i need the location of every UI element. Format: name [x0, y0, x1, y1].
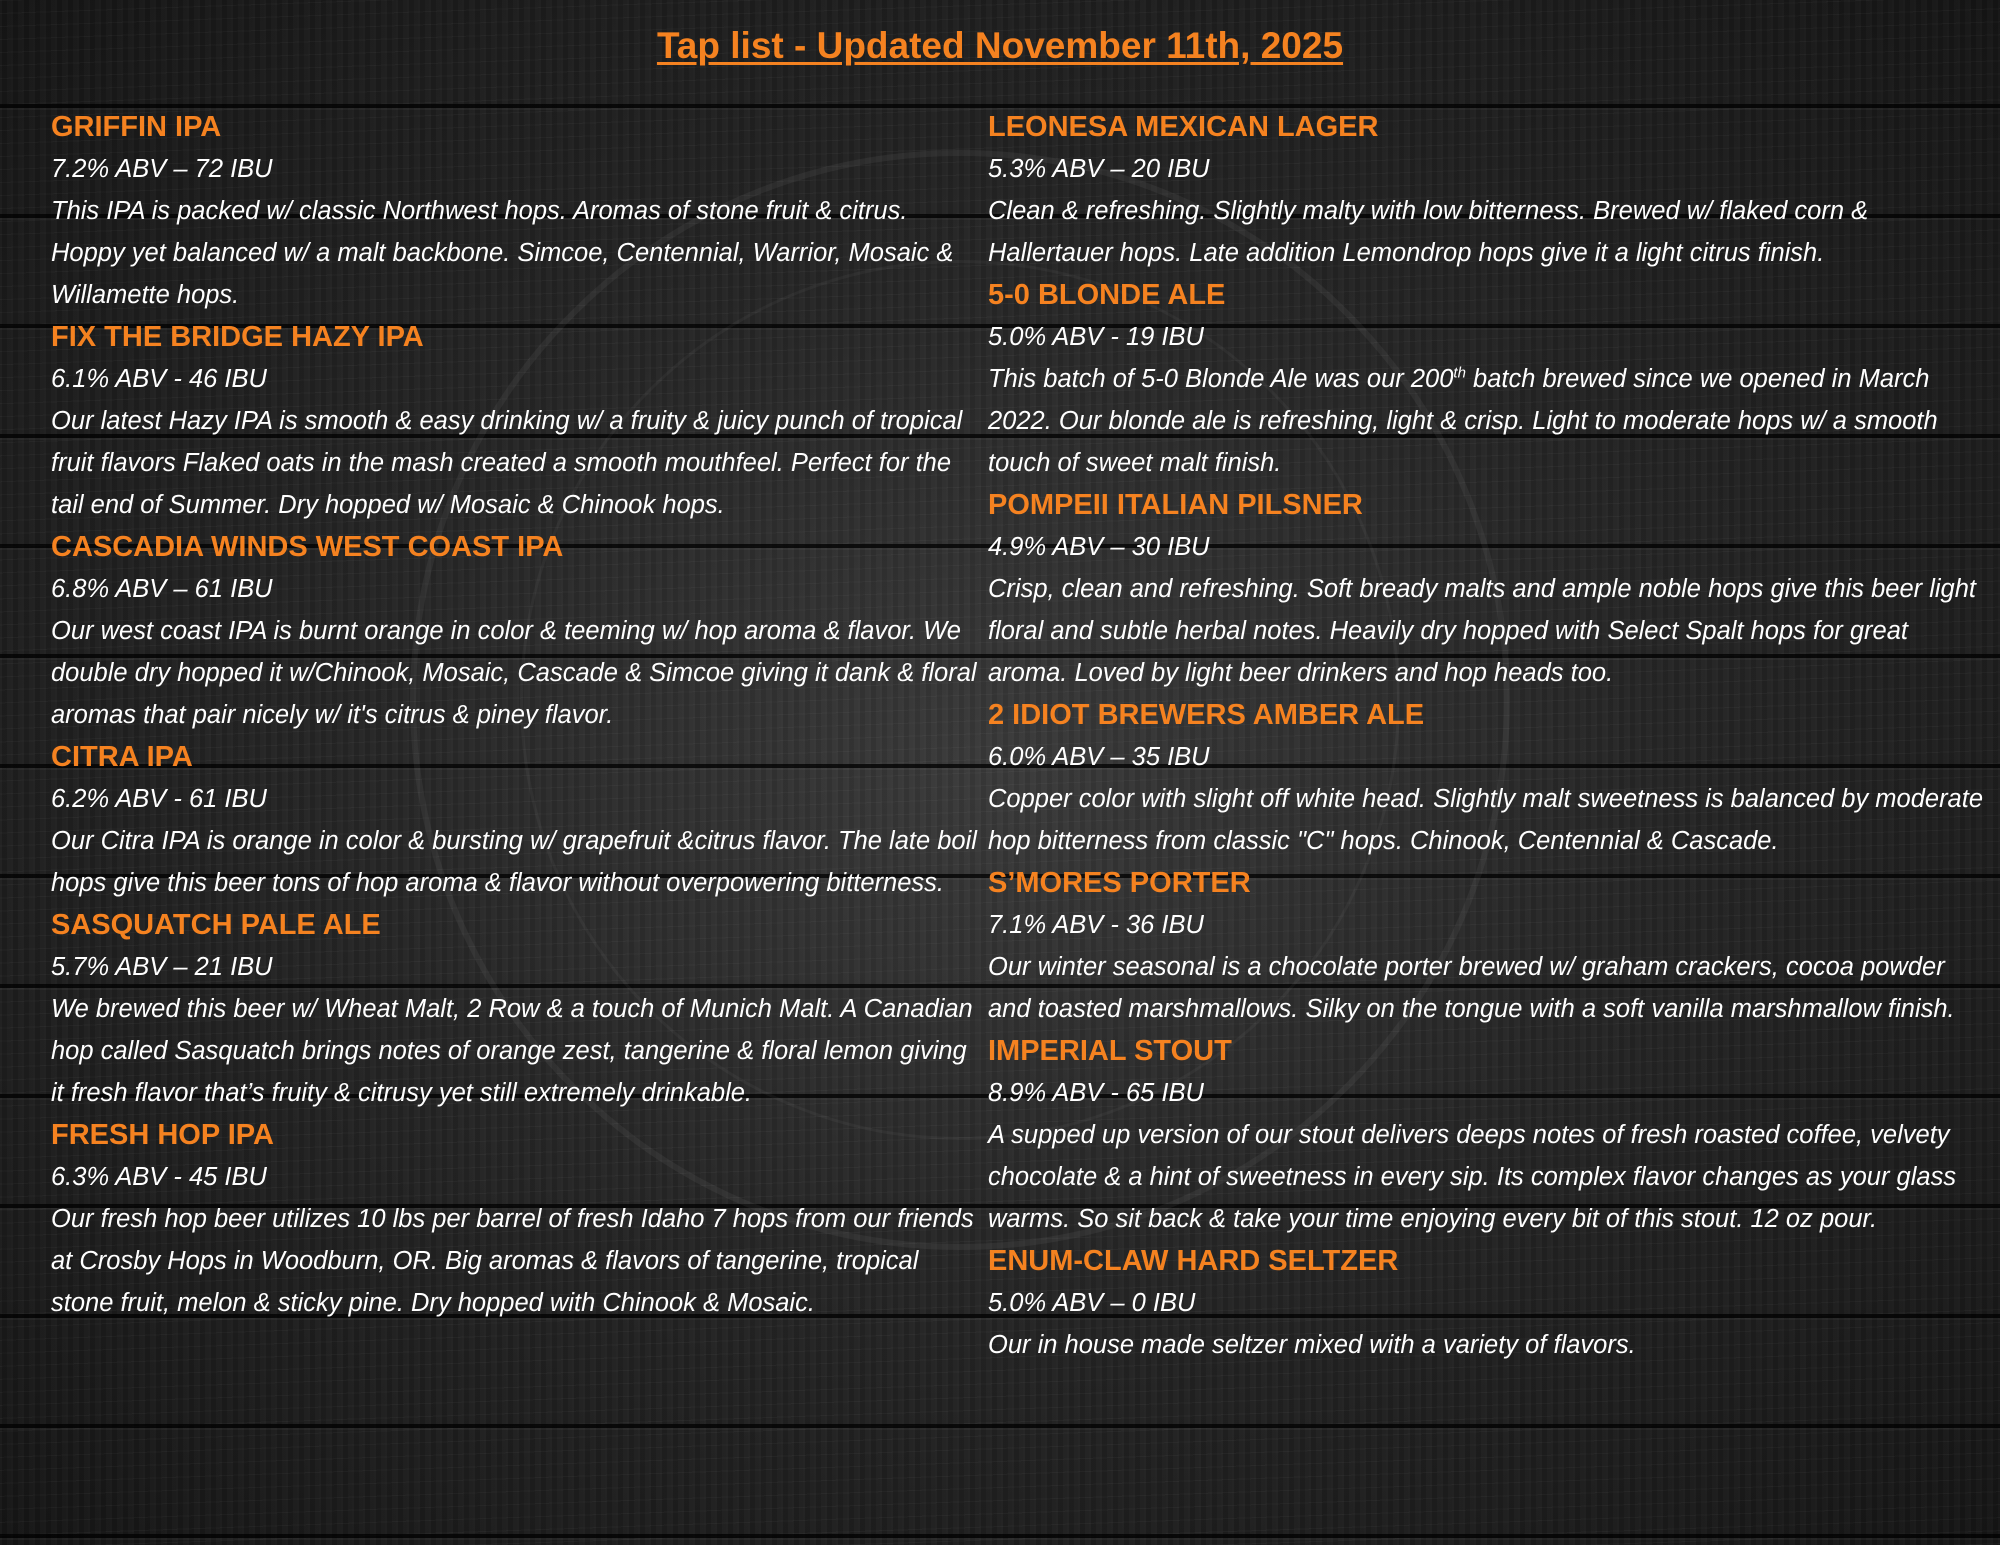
beer-entry: [51, 904, 981, 1114]
beer-stats: 6.8% ABV – 61 IBU: [51, 575, 273, 603]
beer-name: LEONESA MEXICAN LAGER: [988, 111, 1379, 143]
beer-entry: [51, 1114, 981, 1324]
beer-name: 5-0 BLONDE ALE: [988, 279, 1226, 311]
beer-stats: 6.2% ABV - 61 IBU: [51, 785, 267, 813]
beer-stats: 5.0% ABV – 0 IBU: [988, 1289, 1196, 1317]
beer-name: IMPERIAL STOUT: [988, 1035, 1232, 1067]
beer-stats: 7.2% ABV – 72 IBU: [51, 155, 273, 183]
ordinal-suffix: th: [1453, 364, 1466, 382]
beer-stats: 6.1% ABV - 46 IBU: [51, 365, 267, 393]
beer-name: SASQUATCH PALE ALE: [51, 909, 381, 941]
beer-entry: [988, 862, 1988, 1030]
beer-description: Our Citra IPA is orange in color & bursting w/ grapefruit &citrus flavor. The late boil hops give this beer tons of hop aroma & flavor without overpowering bitterness.: [51, 827, 977, 897]
beer-description: [988, 358, 1988, 484]
beer-name: CASCADIA WINDS WEST COAST IPA: [51, 531, 564, 563]
beer-description: Our winter seasonal is a chocolate porter brewed w/ graham crackers, cocoa powder and toasted marshmallows. Silky on the tongue with a soft vanilla marshmallow finish.: [988, 953, 1955, 1023]
beer-description: Our latest Hazy IPA is smooth & easy drinking w/ a fruity & juicy punch of tropical fruit flavors Flaked oats in the mash created a smooth mouthfeel. Perfect for the tail end of Summer. Dry hopped w/ Mosaic & Chinook hops.: [51, 407, 963, 519]
beer-stats: 5.3% ABV – 20 IBU: [988, 155, 1210, 183]
beer-entry: [988, 106, 1988, 274]
beer-description: Clean & refreshing. Slightly malty with low bitterness. Brewed w/ flaked corn & Hallertauer hops. Late addition Lemondrop hops give it a light citrus finish.: [988, 197, 1869, 267]
beer-description: Copper color with slight off white head. Slightly malt sweetness is balanced by moderate hop bitterness from classic "C" hops. Chinook, Centennial & Cascade.: [988, 785, 1984, 855]
beer-entry: [988, 1030, 1988, 1240]
beer-description-start: This batch of 5-0 Blonde Ale was our 200: [988, 365, 1454, 393]
beer-stats: 5.7% ABV – 21 IBU: [51, 953, 273, 981]
beer-description: Crisp, clean and refreshing. Soft bready malts and ample noble hops give this beer light floral and subtle herbal notes. Heavily dry hopped with Select Spalt hops for great aroma. Loved by light beer drinkers and hop heads too.: [988, 575, 1976, 687]
beer-description: Our west coast IPA is burnt orange in color & teeming w/ hop aroma & flavor. We double dry hopped it w/Chinook, Mosaic, Cascade & Simcoe giving it dank & floral aromas that pair nicely w/ it's citrus & piney flavor.: [51, 617, 977, 729]
beer-description: This IPA is packed w/ classic Northwest hops. Aromas of stone fruit & citrus. Hoppy yet balanced w/ a malt backbone. Simcoe, Centennial, Warrior, Mosaic & Willamette hops.: [51, 197, 954, 309]
beer-description: Our fresh hop beer utilizes 10 lbs per barrel of fresh Idaho 7 hops from our friends at Crosby Hops in Woodburn, OR. Big aromas & flavors of tangerine, tropical stone fruit, melon & sticky pine. Dry hopped with Chinook & Mosaic.: [51, 1205, 974, 1317]
beer-stats: 7.1% ABV - 36 IBU: [988, 911, 1204, 939]
right-column: [988, 106, 1988, 1366]
beer-name: GRIFFIN IPA: [51, 111, 222, 143]
beer-entry: [988, 1240, 1988, 1366]
beer-entry: [51, 736, 981, 904]
beer-name: 2 IDIOT BREWERS AMBER ALE: [988, 699, 1425, 731]
beer-stats: 4.9% ABV – 30 IBU: [988, 533, 1210, 561]
beer-entry: [51, 526, 981, 736]
beer-name: FIX THE BRIDGE HAZY IPA: [51, 321, 424, 353]
beer-entry: [51, 316, 981, 526]
beer-description-end: batch brewed since we opened in March 2022. Our blonde ale is refreshing, light & crisp. Light to moderate hops w/ a smooth touch of sweet malt finish.: [988, 365, 1938, 477]
beer-name: CITRA IPA: [51, 741, 193, 773]
beer-name: POMPEII ITALIAN PILSNER: [988, 489, 1363, 521]
beer-entry: [988, 694, 1988, 862]
beer-stats: 5.0% ABV - 19 IBU: [988, 323, 1204, 351]
beer-description: Our in house made seltzer mixed with a variety of flavors.: [988, 1331, 1636, 1359]
beer-description: A supped up version of our stout delivers deeps notes of fresh roasted coffee, velvety chocolate & a hint of sweetness in every sip. Its complex flavor changes as your glass warms. So sit back & take your time enjoying every bit of this stout. 12 oz pour.: [988, 1121, 1957, 1233]
page-title: Tap list - Updated November 11th, 2025: [656, 25, 1344, 66]
beer-description: We brewed this beer w/ Wheat Malt, 2 Row & a touch of Munich Malt. A Canadian hop called Sasquatch brings notes of orange zest, tangerine & floral lemon giving it fresh flavor that’s fruity & citrusy yet still extremely drinkable.: [51, 995, 973, 1107]
beer-name: ENUM-CLAW HARD SELTZER: [988, 1245, 1399, 1277]
beer-name: FRESH HOP IPA: [51, 1119, 274, 1151]
beer-stats: 8.9% ABV - 65 IBU: [988, 1079, 1204, 1107]
beer-stats: 6.3% ABV - 45 IBU: [51, 1163, 267, 1191]
beer-stats: 6.0% ABV – 35 IBU: [988, 743, 1210, 771]
beer-entry: [988, 274, 1988, 484]
beer-entry: [988, 484, 1988, 694]
beer-name: S’MORES PORTER: [988, 867, 1251, 899]
beer-entry: [51, 106, 981, 316]
left-column: [51, 106, 981, 1324]
